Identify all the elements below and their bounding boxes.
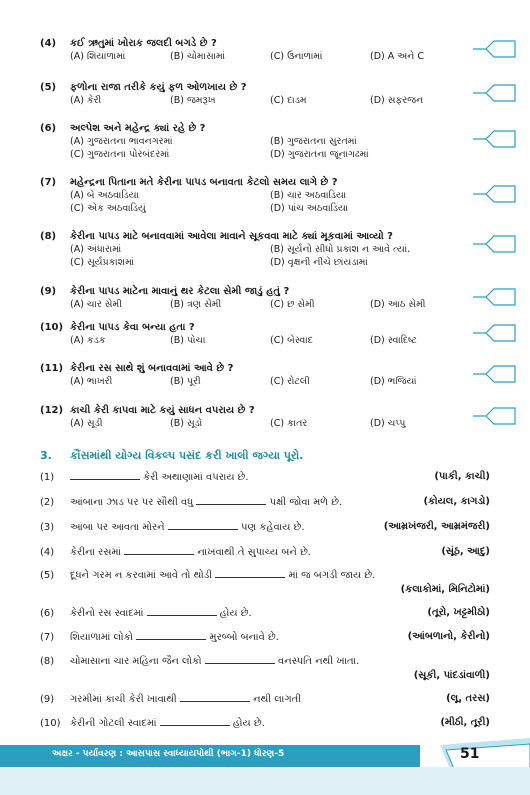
fill-item-9 [40,692,490,707]
fill-text-after: વનસ્પતિ નથી ખાતા. [274,656,360,667]
option-c[interactable]: (C) ઉનાળામાં [270,51,323,62]
question-9 [40,285,470,311]
option-a[interactable]: (A) અંધારામાં [70,244,122,255]
footer-book-title: અક્ષર - પર્યાવરણ : આસપાસ સ્વાધ્યાયપોથી (ભાગ-1) ધોરણ-5 [52,749,285,759]
fill-text-before: આંબા પર આવતા મોરને [70,522,168,533]
fill-number: (4) [40,547,55,558]
answer-box[interactable] [472,233,516,255]
question-stem: કેરીના પાપડ કેવા બન્યા હતા ? [70,322,195,333]
fill-item-5 [40,568,490,597]
answer-box[interactable] [472,286,516,308]
answer-box[interactable] [472,405,516,427]
fill-item-8 [40,654,490,683]
fill-blank[interactable] [205,654,275,664]
option-c[interactable]: (C) દાડમ [270,95,307,106]
option-a[interactable]: (A) કેરી [70,95,102,106]
fill-hint: (કલાકોમાં, મિનિટોમાં) [400,584,490,595]
option-c[interactable]: (C) રોટલી [270,376,310,387]
fill-number: (1) [40,472,55,483]
option-a[interactable]: (A) કડક [70,335,106,346]
fill-item-4 [40,545,490,560]
option-c[interactable]: (C) છ સેમી [270,299,315,310]
option-a[interactable]: (A) ગુજરાતના ભાવનગરમાં [70,136,173,147]
fill-item-2 [40,495,490,510]
option-d[interactable]: (D) સ્વાદિષ્ટ [370,335,417,346]
question-stem: કેરીના રસ સાથે શું બનાવવામાં આવે છે ? [70,363,234,374]
fill-item-1 [40,470,490,485]
option-b[interactable]: (B) સૂડો [170,418,203,429]
answer-box[interactable] [472,82,516,104]
question-4 [40,37,470,63]
option-d[interactable]: (D) સફરજન [370,95,424,106]
fill-blank[interactable] [160,716,230,726]
fill-hint: (પાકી, કાચી) [434,471,490,482]
fill-item-3 [40,520,490,535]
option-a[interactable]: (A) સૂડી [70,418,103,429]
question-number: (11) [40,363,64,374]
fill-hint: (સૂકી, પાંદડાંવાળી) [413,670,490,681]
fill-text-before: દૂધને ગરમ ન કરવામાં આવે તો થોડી [70,570,216,581]
question-stem: કેરીના પાપડ માટેના માવાનું થર કેટલા સેમી જાડું હતું ? [70,286,290,297]
option-a[interactable]: (A) ભાખરી [70,376,113,387]
option-b[interactable]: (B) સૂર્યનો સીધો પ્રકાશ ન આવે ત્યાં. [270,244,411,255]
question-stem: મહેન્દ્રના પિતાના મતે કેરીના પાપડ બનાવતા કેટલો સમય લાગે છે ? [70,177,338,188]
question-number: (12) [40,405,64,416]
question-stem: કેરીના પાપડ માટે બનાવવામાં આવેલા માવાને સૂકવવા માટે ક્યાં મૂકવામાં આવ્યો ? [70,231,393,242]
option-c[interactable]: (C) ગુજરાતના પોરબંદરમાં [70,149,170,160]
fill-text-after: માં જ બગડી જાય છે. [285,570,376,581]
answer-box[interactable] [472,38,516,60]
answer-box[interactable] [472,322,516,344]
option-b[interactable]: (B) ગુજરાતના સુરતમાં [270,136,357,147]
fill-item-10 [40,716,490,731]
option-b[interactable]: (B) પૂરી [170,376,201,387]
section-heading [40,449,303,463]
fill-number: (8) [40,656,55,667]
fill-blank[interactable] [196,495,266,505]
question-6 [40,122,470,161]
option-a[interactable]: (A) બે અઠવાડિયા [70,190,139,201]
question-stem: કાચી કેરી કાપવા માટે કયું સાધન વપરાય છે ? [70,405,255,416]
fill-text-before: ગરમીમાં કાચી કેરી ખાવાથી [70,694,180,705]
question-number: (9) [40,286,57,297]
fill-blank[interactable] [124,545,194,555]
option-c[interactable]: (C) બેસ્વાદ [270,335,313,346]
option-d[interactable]: (D) A અને C [370,51,425,62]
question-5 [40,81,470,107]
fill-text-after: હોય છે. [229,718,265,729]
fill-blank[interactable] [180,692,250,702]
question-number: (10) [40,322,64,333]
fill-number: (3) [40,522,55,533]
fill-text-after: મુરબ્બો બનાવે છે. [206,632,279,643]
option-d[interactable]: (D) પાંચ અઠવાડિયા [270,203,349,214]
question-number: (4) [40,38,57,49]
question-stem: કઈ ઋતુમાં ખોરાક જલદી બગડે છે ? [70,38,217,49]
fill-text-before: કેરીની ગોટલી સ્વાદમાં [70,718,160,729]
question-8 [40,230,470,269]
fill-number: (2) [40,497,55,508]
option-a[interactable]: (A) ચાર સેમી [70,299,122,310]
fill-number: (6) [40,608,55,619]
fill-hint: (આમ્રખંજરી, આમ્રમંજરી) [383,521,490,532]
option-d[interactable]: (D) ભજિયાં [370,376,417,387]
question-stem: અલ્પેશ અને મહેન્દ્ર ક્યાં રહે છે ? [70,123,206,134]
option-c[interactable]: (C) કાતર [270,418,308,429]
question-number: (5) [40,82,57,93]
option-b[interactable]: (B) ત્રણ સેમી [170,299,222,310]
section-title: કૌંસમાંથી યોગ્ય વિકલ્પ પસંદ કરી ખાલી જગ્યા પૂરો. [70,449,304,462]
fill-hint: (તૂરો, ખટ્ટમીઠો) [427,607,490,618]
fill-number: (9) [40,694,55,705]
option-b[interactable]: (B) ચાર અઠવાડિયા [270,190,347,201]
fill-text-before: કેરીના રસમાં [70,547,125,558]
bottom-strip [0,767,530,795]
fill-blank[interactable] [168,520,238,530]
question-7 [40,176,470,215]
option-d[interactable]: (D) ચપ્પુ [370,418,406,429]
question-stem: ફળોના રાજા તરીકે કયું ફળ ઓળખાય છે ? [70,82,247,93]
question-number: (8) [40,231,57,242]
answer-box[interactable] [472,183,516,205]
fill-hint: (મીઠી, તૂરી) [440,717,490,728]
fill-number: (10) [40,718,61,729]
option-d[interactable]: (D) ગુજરાતના જૂનાગઢમાં [270,149,369,160]
option-b[interactable]: (B) પોચા [170,335,206,346]
fill-number: (7) [40,632,55,643]
fill-text-before: શિયાળામાં લોકો [70,632,137,643]
question-number: (6) [40,123,57,134]
fill-text-before: ચોમાસાના ચાર મહિના જૈન લોકો [70,656,205,667]
fill-text-after: નથી લાગતી [249,694,302,705]
fill-hint: (સૂંઠ, આદુ) [441,546,490,557]
fill-text-after: કેરી અથાણામાં વપરાય છે. [140,472,249,483]
section-number: 3. [40,449,52,462]
fill-item-7 [40,630,490,645]
fill-blank[interactable] [147,606,217,616]
question-12 [40,404,470,430]
fill-number: (5) [40,570,55,581]
question-11 [40,362,470,388]
fill-hint: (લૂ, તરસ) [446,693,490,704]
answer-box[interactable] [472,128,516,150]
fill-blank[interactable] [215,568,285,578]
fill-blank[interactable] [136,630,206,640]
fill-text-after: પક્ષી જોવા મળે છે. [266,497,343,508]
fill-hint: (આંબળાનો, કેરીનો) [407,631,490,642]
fill-text-before: કેરીનો રસ સ્વાદમાં [70,608,147,619]
question-number: (7) [40,177,57,188]
page-number: 51 [460,746,480,762]
answer-box[interactable] [472,363,516,385]
option-d[interactable]: (D) આઠ સેમી [370,299,426,310]
fill-hint: (કોયલ, કાગડો) [423,496,490,507]
fill-item-6 [40,606,490,621]
option-d[interactable]: (D) વૃક્ષની નીચે છાંયડામાં [270,257,368,268]
option-c[interactable]: (C) એક અઠવાડિયું [70,203,146,214]
fill-text-before: આંબાના ઝાડ પર પર સૌથી વધુ [70,497,197,508]
option-b[interactable]: (B) ચોમાસામાં [170,51,226,62]
option-b[interactable]: (B) જમરૂખ [170,95,216,106]
question-10 [40,321,470,347]
fill-text-after: નાખવાથી તે સુપાચ્ય બને છે. [194,547,311,558]
option-c[interactable]: (C) સૂર્યપ્રકાશમાં [70,257,135,268]
fill-blank[interactable] [70,470,140,480]
fill-text-after: હોય છે. [216,608,252,619]
option-a[interactable]: (A) શિયાળામાં [70,51,126,62]
fill-text-after: પણ કહેવાય છે. [237,522,305,533]
